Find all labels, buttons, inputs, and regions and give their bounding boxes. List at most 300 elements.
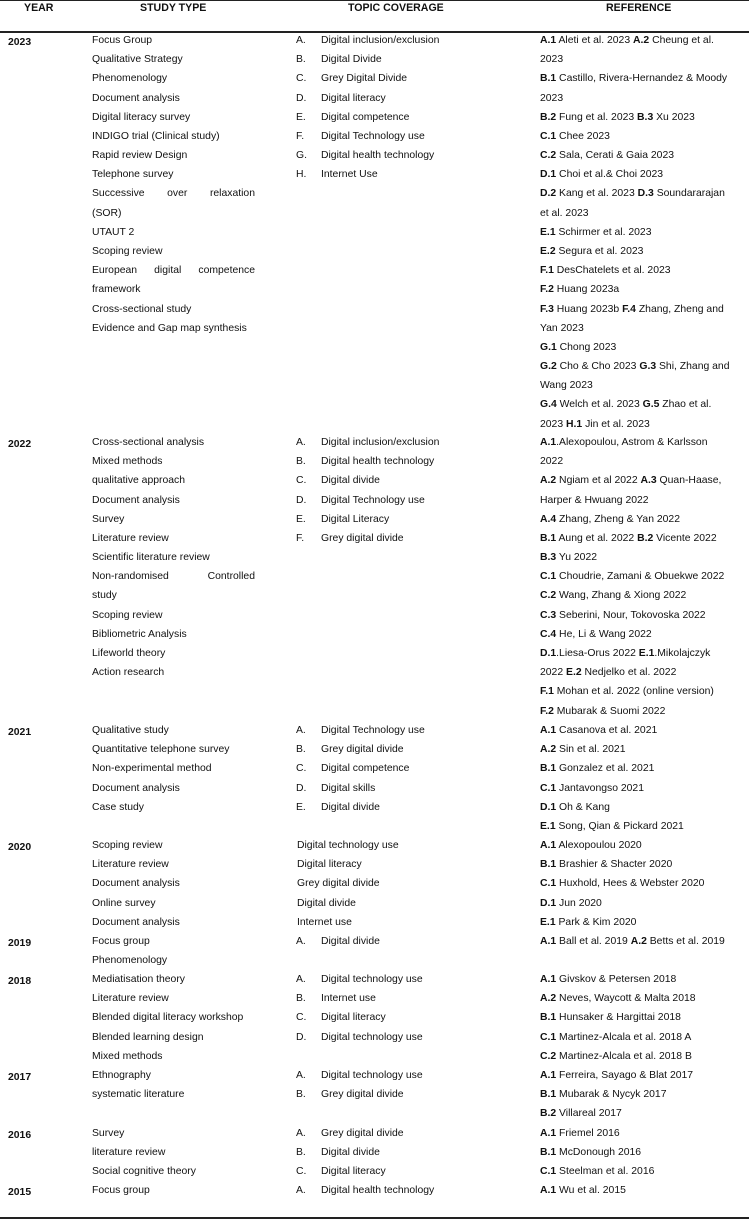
year-cell: 2020: [8, 842, 32, 853]
reference-code: A.1: [540, 35, 557, 46]
topic-text: Digital health technology: [321, 1185, 435, 1196]
reference-text: McDonough 2016: [556, 1147, 642, 1159]
study-type-line: Mixed methods: [92, 456, 163, 468]
study-type-line: Bibliometric Analysis: [92, 628, 187, 640]
topic-letter: B.: [296, 1147, 306, 1159]
study-type-line: Document analysis: [92, 782, 180, 794]
reference-code: C.2: [540, 150, 557, 162]
reference-code: C.3: [540, 609, 557, 621]
reference-line: [540, 625, 652, 644]
reference-code: A.2: [630, 936, 647, 947]
reference-code: A.1: [540, 840, 557, 851]
study-type-line: Action research: [92, 667, 165, 679]
word: competence: [198, 265, 255, 277]
reference-code: D.1: [540, 801, 557, 813]
reference-line: [540, 1104, 622, 1123]
reference-text: Schirmer et al. 2023: [555, 226, 652, 238]
topic-letter: A.: [296, 437, 306, 448]
reference-text: Kang et al. 2023: [556, 188, 638, 200]
justified-line: [92, 261, 255, 280]
topic-text: Digital technology use: [321, 1070, 423, 1081]
study-type-line: Document analysis: [92, 494, 180, 506]
reference-line: [540, 740, 626, 759]
study-type-line: Scientific literature review: [92, 552, 210, 564]
study-type-line: Blended digital literacy workshop: [92, 1012, 244, 1024]
reference-code: B.1: [540, 532, 557, 544]
topic-letter: B.: [296, 993, 306, 1005]
reference-text: Choudrie, Zamani & Obuekwe 2022: [556, 571, 725, 583]
reference-code: B.3: [637, 111, 654, 123]
topic-letter: C.: [296, 763, 307, 775]
reference-code: B.2: [637, 532, 654, 544]
topic-letter: B.: [296, 54, 306, 66]
reference-text: 2023: [540, 54, 564, 66]
reference-text: DesChatelets et al. 2023: [553, 265, 671, 277]
reference-text: Park & Kim 2020: [555, 916, 637, 928]
reference-text: Welch et al. 2023: [556, 399, 643, 411]
topic-letter: C.: [296, 475, 307, 487]
reference-code: B.1: [540, 1147, 557, 1159]
reference-text: Fung et al. 2023: [556, 111, 638, 123]
reference-line: [540, 989, 696, 1008]
reference-line: [540, 319, 584, 338]
study-type-line: literature review: [92, 1147, 166, 1159]
topic-line: [296, 721, 425, 740]
reference-code: C.1: [540, 1031, 557, 1043]
reference-line: [540, 261, 671, 280]
topic-text: Digital Divide: [321, 54, 382, 66]
topic-letter: C.: [296, 73, 307, 85]
reference-line: [540, 529, 717, 548]
topic-letter: G.: [296, 150, 307, 162]
reference-line: [540, 1085, 666, 1104]
topic-letter: A.: [296, 1070, 306, 1081]
reference-text: Friemel 2016: [556, 1128, 620, 1139]
reference-code: A.4: [540, 513, 557, 525]
reference-text: Casanova et al. 2021: [556, 725, 658, 736]
topic-line: [297, 894, 356, 913]
reference-code: E.1: [540, 820, 556, 832]
topic-letter: E.: [296, 801, 306, 813]
reference-code: A.1: [540, 936, 557, 947]
word: digital: [154, 265, 182, 277]
reference-text: Song, Qian & Pickard 2021: [555, 820, 684, 832]
reference-text: Yu 2022: [556, 552, 598, 564]
study-type-line: Survey: [92, 513, 125, 525]
year-cell: 2017: [8, 1072, 32, 1083]
reference-code: A.3: [640, 475, 657, 487]
topic-line: [296, 1085, 404, 1104]
reference-text: Harper & Hwuang 2022: [540, 494, 649, 506]
reference-code: E.1: [638, 647, 655, 659]
topic-line: [296, 798, 380, 817]
topic-text: Digital technology use: [297, 840, 399, 851]
study-type-line: Document analysis: [92, 878, 180, 890]
reference-line: [540, 1181, 626, 1200]
topic-line: [296, 1143, 380, 1162]
reference-code: A.2: [540, 993, 557, 1005]
reference-text: Martinez-Alcala et al. 2018 A: [556, 1031, 692, 1043]
reference-text: Givskov & Petersen 2018: [556, 974, 677, 985]
reference-line: [540, 759, 654, 778]
reference-line: [540, 300, 724, 319]
reference-line: [540, 1028, 691, 1047]
topic-text: Internet use: [297, 916, 352, 928]
reference-text: Sin et al. 2021: [556, 744, 626, 756]
reference-line: [540, 779, 644, 798]
reference-text: Xu 2023: [653, 111, 695, 123]
topic-line: [296, 471, 380, 490]
word: Non-randomised: [92, 571, 169, 583]
study-type-line: Qualitative Strategy: [92, 54, 183, 66]
reference-code: B.2: [540, 1108, 557, 1120]
reference-text: Wang 2023: [540, 380, 593, 392]
reference-line: [540, 165, 663, 184]
reference-text: Seberini, Nour, Tokovoska 2022: [556, 609, 706, 621]
topic-line: [296, 1028, 423, 1047]
study-type-line: Focus Group: [92, 35, 153, 46]
study-type-line: (SOR): [92, 207, 122, 219]
topic-line: [296, 165, 378, 184]
year-cell: 2016: [8, 1130, 32, 1141]
reference-text: Aleti et al. 2023: [556, 35, 634, 46]
reference-line: [540, 280, 619, 299]
topic-letter: C.: [296, 1166, 307, 1178]
topic-line: [296, 740, 404, 759]
reference-line: [540, 1047, 692, 1066]
reference-line: [540, 146, 674, 165]
reference-line: [540, 913, 636, 932]
topic-text: Digital Literacy: [321, 513, 390, 525]
reference-code: A.1: [540, 1185, 557, 1196]
reference-text: Mubarak & Nycyk 2017: [556, 1089, 667, 1101]
reference-line: [540, 452, 563, 471]
reference-text: Chong 2023: [556, 341, 617, 353]
topic-line: [296, 452, 434, 471]
topic-line: [296, 69, 407, 88]
reference-line: [540, 415, 650, 434]
topic-text: Digital divide: [321, 1147, 380, 1159]
reference-text: Zhang, Zheng and: [635, 303, 724, 315]
study-type-line: Focus group: [92, 936, 150, 947]
topic-letter: E.: [296, 513, 306, 525]
reference-code: C.4: [540, 628, 557, 640]
reference-code: F.4: [622, 303, 636, 315]
reference-line: [540, 932, 725, 951]
reference-line: [540, 510, 680, 529]
topic-text: Digital literacy: [321, 92, 386, 104]
topic-letter: D.: [296, 494, 307, 506]
top-rule: [0, 0, 749, 1]
reference-line: [540, 586, 686, 605]
study-type-line: Literature review: [92, 859, 169, 871]
topic-letter: D.: [296, 782, 307, 794]
reference-text: He, Li & Wang 2022: [556, 628, 652, 640]
year-cell: 2015: [8, 1187, 32, 1198]
reference-code: F.3: [540, 303, 554, 315]
reference-text: 2022: [540, 667, 567, 679]
reference-line: [540, 433, 708, 452]
topic-text: Digital literacy: [321, 1012, 386, 1024]
reference-text: Betts et al. 2019: [646, 936, 725, 947]
topic-letter: D.: [296, 92, 307, 104]
reference-line: [540, 50, 563, 69]
year-cell: 2019: [8, 938, 32, 949]
reference-code: G.3: [639, 361, 657, 373]
topic-line: [297, 836, 399, 855]
reference-text: Nedjelko et al. 2022: [581, 667, 677, 679]
reference-text: Brashier & Shacter 2020: [556, 859, 673, 871]
topic-letter: A.: [296, 974, 306, 985]
study-type-line: Document analysis: [92, 916, 180, 928]
study-type-line: Ethnography: [92, 1070, 151, 1081]
reference-line: [540, 855, 672, 874]
topic-line: [296, 529, 404, 548]
reference-text: Oh & Kang: [556, 801, 610, 813]
reference-code: B.1: [540, 859, 557, 871]
reference-text: et al. 2023: [540, 207, 589, 219]
study-type-line: Survey: [92, 1128, 125, 1139]
reference-code: D.1: [540, 897, 557, 909]
reference-line: [540, 491, 649, 510]
reference-code: B.2: [540, 111, 557, 123]
reference-line: [540, 548, 597, 567]
col-header-reference: REFERENCE: [606, 2, 672, 14]
reference-line: [540, 606, 706, 625]
study-type-line: Qualitative study: [92, 725, 169, 736]
topic-text: Internet use: [321, 993, 376, 1005]
reference-line: [540, 721, 657, 740]
reference-line: [540, 1162, 654, 1181]
study-type-line: qualitative approach: [92, 475, 186, 487]
topic-line: [296, 108, 409, 127]
topic-letter: A.: [296, 725, 306, 736]
topic-text: Digital literacy: [321, 1166, 386, 1178]
reference-code: D.1: [540, 169, 557, 181]
reference-text: Shi, Zhang and: [656, 361, 730, 373]
topic-line: [297, 855, 362, 874]
reference-text: Aung et al. 2022: [556, 532, 638, 544]
topic-text: Digital inclusion/exclusion: [321, 437, 440, 448]
study-type-line: [92, 567, 255, 586]
reference-line: [540, 376, 593, 395]
topic-line: [296, 146, 434, 165]
reference-code: C.1: [540, 878, 557, 890]
reference-line: [540, 204, 589, 223]
reference-text: Soundararajan: [653, 188, 725, 200]
reference-code: F.1: [540, 686, 554, 698]
reference-line: [540, 89, 563, 108]
reference-line: [540, 1143, 641, 1162]
reference-text: Mubarak & Suomi 2022: [553, 705, 666, 717]
study-type-line: Lifeworld theory: [92, 647, 166, 659]
study-type-line: Social cognitive theory: [92, 1166, 196, 1178]
topic-text: Digital divide: [321, 475, 380, 487]
reference-code: A.2: [633, 35, 650, 46]
reference-code: C.1: [540, 782, 557, 794]
reference-line: [540, 663, 676, 682]
reference-line: [540, 108, 695, 127]
reference-line: [540, 395, 711, 414]
reference-text: .Mikolajczyk: [654, 647, 711, 659]
reference-code: C.1: [540, 1166, 557, 1178]
reference-text: 2023: [540, 418, 567, 430]
reference-line: [540, 223, 651, 242]
topic-line: [296, 1008, 386, 1027]
col-header-topic-coverage: TOPIC COVERAGE: [348, 2, 444, 14]
study-type-line: [92, 184, 255, 203]
topic-text: Digital divide: [321, 936, 380, 947]
reference-line: [540, 644, 710, 663]
justified-line: [92, 567, 255, 586]
reference-text: Vicente 2022: [653, 532, 717, 544]
topic-letter: D.: [296, 1031, 307, 1043]
topic-text: Grey digital divide: [297, 878, 380, 890]
topic-letter: A.: [296, 1128, 306, 1139]
topic-text: Digital literacy: [297, 859, 362, 871]
reference-code: C.1: [540, 571, 557, 583]
reference-line: [540, 1008, 681, 1027]
reference-line: [540, 242, 643, 261]
topic-line: [297, 913, 352, 932]
reference-line: [540, 836, 642, 855]
reference-code: G.1: [540, 341, 557, 353]
word: relaxation: [209, 188, 255, 200]
reference-text: Martinez-Alcala et al. 2018 B: [556, 1050, 692, 1062]
reference-code: G.4: [540, 399, 557, 411]
reference-text: Mohan et al. 2022 (online version): [553, 686, 714, 698]
study-type-line: INDIGO trial (Clinical study): [92, 130, 220, 142]
topic-line: [296, 779, 375, 798]
reference-text: Zhao et al.: [659, 399, 712, 411]
reference-text: Steelman et al. 2016: [556, 1166, 655, 1178]
study-type-line: Literature review: [92, 532, 169, 544]
reference-code: A.1: [540, 974, 557, 985]
col-header-year: YEAR: [24, 2, 54, 14]
reference-code: A.2: [540, 744, 557, 756]
reference-text: Jin et al. 2023: [582, 418, 650, 430]
reference-text: Huxhold, Hees & Webster 2020: [556, 878, 705, 890]
topic-text: Digital technology use: [321, 974, 423, 985]
reference-code: F.2: [540, 284, 554, 296]
topic-letter: A.: [296, 936, 306, 947]
study-type-line: [92, 261, 255, 280]
topic-text: Digital divide: [297, 897, 356, 909]
reference-code: E.2: [566, 667, 582, 679]
reference-code: B.1: [540, 763, 557, 775]
topic-letter: C.: [296, 1012, 307, 1024]
topic-text: Internet Use: [321, 169, 378, 181]
bottom-rule: [0, 1217, 749, 1219]
topic-text: Digital competence: [321, 111, 410, 123]
reference-code: A.1: [540, 725, 557, 736]
reference-code: D.2: [540, 188, 557, 200]
reference-text: Quan-Haase,: [656, 475, 722, 487]
reference-text: .Liesa-Orus 2022: [556, 647, 639, 659]
study-type-line: Phenomenology: [92, 955, 168, 967]
reference-text: Cheung et al.: [649, 35, 714, 46]
reference-line: [540, 702, 665, 721]
reference-text: Sala, Cerati & Gaia 2023: [556, 150, 675, 162]
study-type-line: framework: [92, 284, 141, 296]
reference-text: Ngiam et al 2022: [556, 475, 641, 487]
reference-line: [540, 69, 727, 88]
year-cell: 2018: [8, 976, 32, 987]
reference-text: Jantavongso 2021: [556, 782, 644, 794]
topic-text: Digital Technology use: [321, 494, 425, 506]
reference-code: E.1: [540, 226, 556, 238]
topic-letter: E.: [296, 111, 306, 123]
study-type-line: Non-experimental method: [92, 763, 212, 775]
study-type-line: Cross-sectional study: [92, 303, 192, 315]
reference-line: [540, 1066, 693, 1085]
topic-text: Digital competence: [321, 763, 410, 775]
study-type-line: Scoping review: [92, 245, 163, 257]
study-type-line: Online survey: [92, 897, 156, 909]
study-type-line: UTAUT 2: [92, 226, 135, 238]
topic-letter: B.: [296, 456, 306, 468]
reference-code: C.2: [540, 590, 557, 602]
reference-code: E.1: [540, 916, 556, 928]
topic-text: Grey digital divide: [321, 1089, 404, 1101]
reference-code: F.1: [540, 265, 554, 277]
reference-line: [540, 31, 714, 50]
topic-line: [296, 491, 425, 510]
reference-text: Zhang, Zheng & Yan 2022: [556, 513, 680, 525]
topic-line: [296, 1181, 434, 1200]
reference-text: 2022: [540, 456, 564, 468]
reference-line: [540, 471, 721, 490]
year-cell: 2022: [8, 439, 32, 450]
topic-line: [296, 89, 386, 108]
study-type-line: Rapid review Design: [92, 150, 188, 162]
reference-text: Segura et al. 2023: [555, 245, 644, 257]
reference-text: Hunsaker & Hargittai 2018: [556, 1012, 681, 1024]
topic-line: [296, 50, 382, 69]
topic-line: [296, 759, 409, 778]
reference-text: Ball et al. 2019: [556, 936, 631, 947]
reference-line: [540, 127, 610, 146]
reference-line: [540, 798, 610, 817]
reference-line: [540, 682, 714, 701]
study-type-line: Phenomenology: [92, 73, 168, 85]
reference-line: [540, 894, 602, 913]
study-type-line: Case study: [92, 801, 144, 813]
reference-text: Gonzalez et al. 2021: [556, 763, 655, 775]
word: Successive: [92, 188, 145, 200]
reference-code: G.2: [540, 361, 557, 373]
study-type-line: Mediatisation theory: [92, 974, 185, 985]
reference-code: B.1: [540, 1012, 557, 1024]
study-type-line: Quantitative telephone survey: [92, 744, 230, 756]
reference-text: Villareal 2017: [556, 1108, 622, 1120]
reference-text: Choi et al.& Choi 2023: [556, 169, 664, 181]
topic-line: [296, 433, 439, 452]
year-cell: 2021: [8, 727, 32, 738]
topic-text: Digital technology use: [321, 1031, 423, 1043]
topic-line: [296, 989, 376, 1008]
reference-line: [540, 1124, 620, 1143]
study-type-line: Literature review: [92, 993, 169, 1005]
reference-text: 2023: [540, 92, 564, 104]
reference-text: .Alexopoulou, Astrom & Karlsson: [556, 437, 708, 448]
reference-code: C.1: [540, 130, 557, 142]
topic-letter: H.: [296, 169, 307, 181]
study-type-line: Cross-sectional analysis: [92, 437, 205, 448]
reference-code: F.2: [540, 705, 554, 717]
word: over: [167, 188, 188, 200]
reference-text: Huang 2023a: [553, 284, 620, 296]
